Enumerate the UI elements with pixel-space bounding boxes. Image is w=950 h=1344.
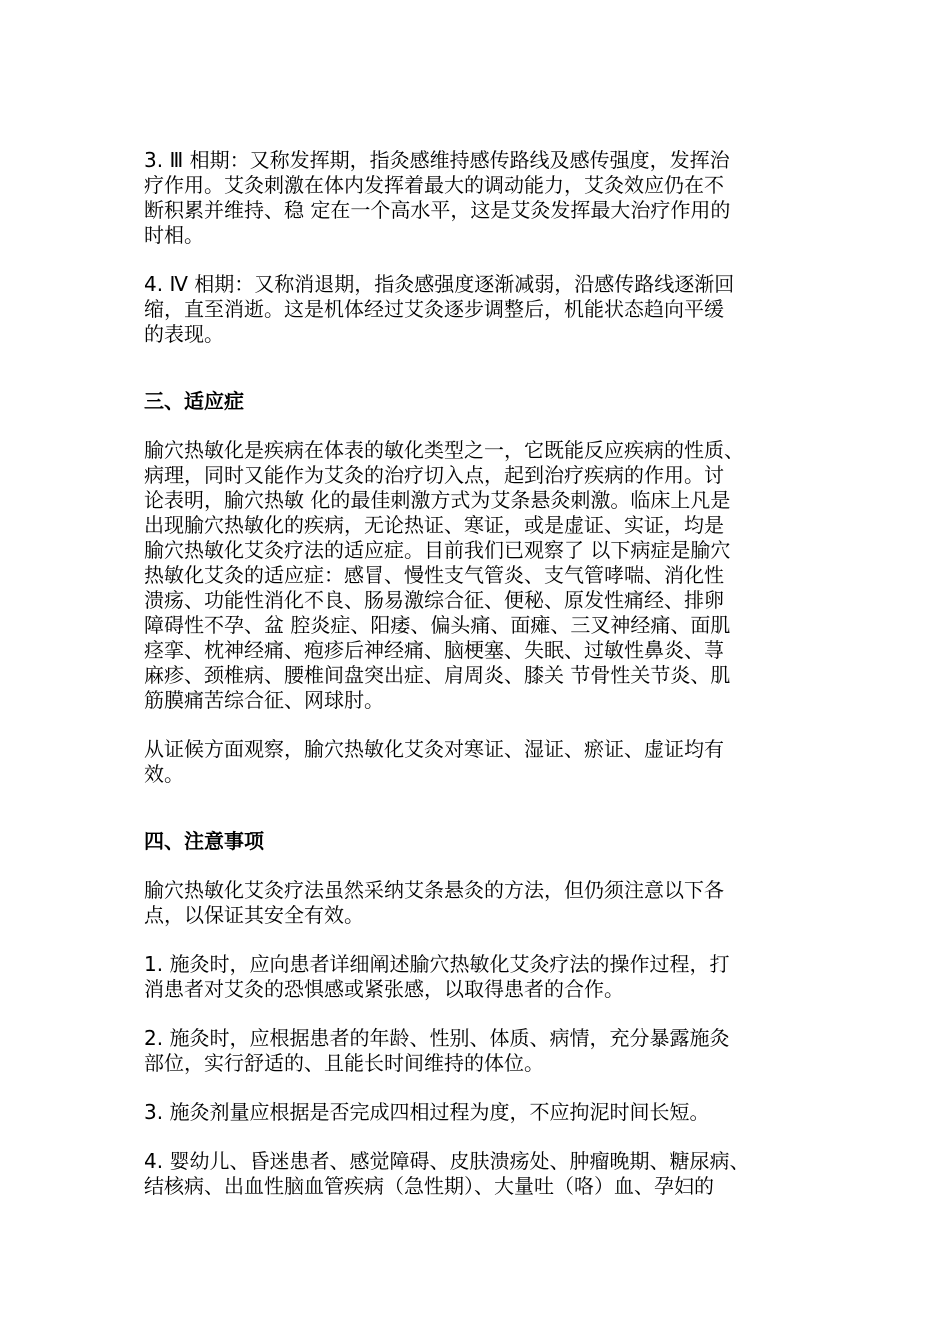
section-heading-indications: 三、适应症 (144, 389, 244, 413)
section-heading-precautions: 四、注意事项 (144, 829, 264, 853)
paragraph-precaution-4: 4. 婴幼儿、昏迷患者、感觉障碍、皮肤溃疡处、肿瘤晚期、糖尿病、 结核病、出血性脑血管疾病（急性期）、大量吐（咯）血、孕妇的 (144, 1149, 750, 1198)
paragraph-indications-syndromes: 从证候方面观察，腧穴热敏化艾灸对寒证、湿证、瘀证、虚证均有 效。 (144, 737, 724, 786)
paragraph-phase-3: 3. Ⅲ 相期：又称发挥期，指灸感维持感传路线及感传强度，发挥治 疗作用。艾灸刺激在体内发挥着最大的调动能力，艾灸效应仍在不 断积累并维持、稳 定在一个高水平，这是艾灸发挥最大治疗作用的 时相。 (144, 148, 731, 247)
paragraph-precaution-2: 2. 施灸时，应根据患者的年龄、性别、体质、病情，充分暴露施灸 部位，实行舒适的、且能长时间维持的体位。 (144, 1026, 730, 1075)
paragraph-precaution-3: 3. 施灸剂量应根据是否完成四相过程为度，不应拘泥时间长短。 (144, 1100, 710, 1124)
paragraph-phase-4: 4. Ⅳ 相期：又称消退期，指灸感强度逐渐减弱，沿感传路线逐渐回 缩，直至消逝。这是机体经过艾灸逐步调整后，机能状态趋向平缓 的表现。 (144, 272, 735, 346)
paragraph-precautions-intro: 腧穴热敏化艾灸疗法虽然采纳艾条悬灸的方法，但仍须注意以下各 点，以保证其安全有效。 (144, 878, 724, 927)
paragraph-indications-main: 腧穴热敏化是疾病在体表的敏化类型之一，它既能反应疾病的性质、 病理，同时又能作为艾灸的治疗切入点，起到治疗疾病的作用。讨 论表明，腧穴热敏 化的最佳刺激方式为艾条悬灸刺激。临床上凡是 出现腧穴热敏化的疾病，无论热证、寒证，或是虚证、实证，均是 腧穴热敏化艾灸疗法的适应症。目前我们已观察了 以下病症是腧穴 热敏化艾灸的适应症：感冒、慢性支气管炎、支气管哮喘、消化性 溃疡、功能性消化不良、肠易激综合征、便秘、原发性痛经、排卵 障碍性不孕、盆 腔炎症、阳痿、偏头痛、面瘫、三叉神经痛、面肌 痉挛、枕神经痛、疱疹后神经痛、脑梗塞、失眠、过敏性鼻炎、荨 麻疹、颈椎病、腰椎间盘突出症、肩周炎、膝关 节骨性关节炎、肌 筋膜痛苦综合征、网球肘。 (144, 438, 744, 712)
paragraph-precaution-1: 1. 施灸时，应向患者详细阐述腧穴热敏化艾灸疗法的操作过程，打 消患者对艾灸的恐惧感或紧张感，以取得患者的合作。 (144, 952, 730, 1001)
document-page (144, 148, 824, 1223)
